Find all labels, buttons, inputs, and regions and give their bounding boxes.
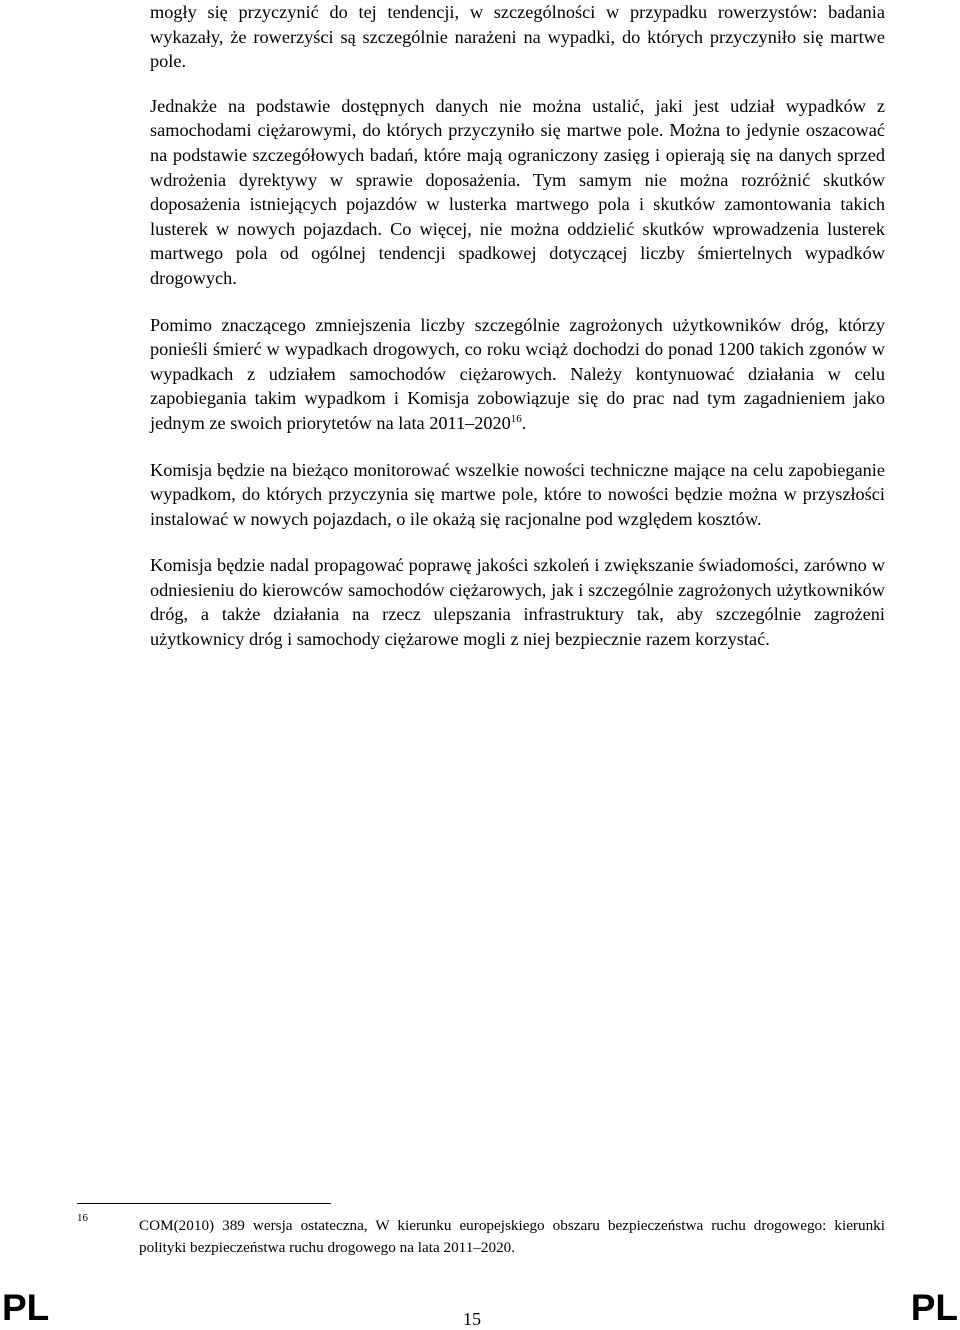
language-code-left: PL [2, 1287, 50, 1328]
page-number: 15 [463, 1309, 481, 1329]
paragraph-1: mogły się przyczynić do tej tendencji, w szczególności w przypadku rowerzystów: badania wykazały, że rowerzyści są szczególnie narażeni na wypadki, do których przyczyniło się martwe pole. [150, 2, 885, 72]
main-text [150, 0, 885, 672]
paragraph-3-text: Pomimo znaczącego zmniejszenia liczby szczególnie zagrożonych użytkowników dróg, którzy ponieśli śmierć w wypadkach drogowych, co roku wciąż dochodzi do ponad 1200 takich zgonów w wypadkach z udziałem samochodów ciężarowych. Należy kontynuować działania w celu zapobiegania takim wypadkom i Komisja zobowiązuje się do prac nad tym zagadnieniem jako jednym ze swoich priorytetów na lata 2011–2020 [150, 314, 885, 433]
footnote-reference: 16 [510, 412, 522, 425]
language-code-right: PL [910, 1287, 958, 1328]
paragraph-3 [150, 313, 885, 436]
paragraph-3-end: . [521, 412, 527, 433]
paragraph-4: Komisja będzie na bieżąco monitorować wszelkie nowości techniczne mające na celu zapobieganie wypadkom, do których przyczynia się martwe pole, które to nowości będzie można w przyszłości instalować w nowych pojazdach, o ile okażą się racjonalne pod względem kosztów. [150, 459, 885, 529]
footnote-number: 16 [77, 1212, 88, 1224]
footnote-text: COM(2010) 389 wersja ostateczna, W kierunku europejskiego obszaru bezpieczeństwa ruchu drogowego: kierunki polityki bezpieczeństwa ruchu drogowego na lata 2011–2020. [139, 1217, 885, 1256]
paragraph-5: Komisja będzie nadal propagować poprawę jakości szkoleń i zwiększanie świadomości, zarówno w odniesieniu do kierowców samochodów ciężarowych, jak i szczególnie zagrożonych użytkowników dróg, a także działania na rzecz ulepszania infrastruktury tak, aby szczególnie zagrożeni użytkownicy dróg i samochody ciężarowe mogli z niej bezpiecznie razem korzystać. [150, 555, 885, 650]
footnote-separator [77, 1203, 331, 1204]
paragraph-2: Jednakże na podstawie dostępnych danych nie można ustalić, jaki jest udział wypadków z samochodami ciężarowymi, do których przyczyniło się martwe pole. Można to jedynie oszacować na podstawie szczegółowych badań, które mają ograniczony zasięg i opierają się na danych sprzed wdrożenia dyrektywy w sprawie doposażenia. Tym samym nie można rozróżnić skutków doposażenia istniejących pojazdów w lusterka martwego pola i skutków zamontowania takich lusterek w nowych pojazdach. Co więcej, nie można oddzielić skutków wprowadzenia lusterek martwego pola od ogólnej tendencji spadkowej dotyczącej liczby śmiertelnych wypadków drogowych. [150, 95, 885, 288]
